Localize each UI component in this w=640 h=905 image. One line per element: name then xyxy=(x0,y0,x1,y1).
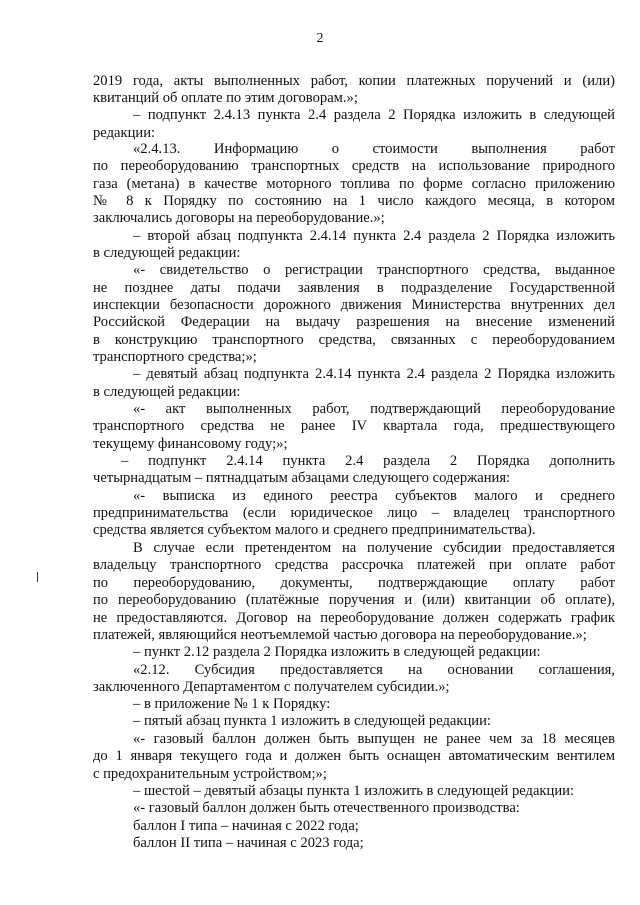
text-line: – пятый абзац пункта 1 изложить в следующей редакции: xyxy=(133,713,491,729)
text-line: – девятый абзац подпункта 2.4.14 пункта 2.4 раздела 2 Порядка изложить xyxy=(133,366,615,382)
text-line: по переоборудованию (платёжные поручения и (или) квитанции об оплате), xyxy=(93,592,615,608)
text-line: В случае если претендентом на получение субсидии предоставляется xyxy=(133,540,615,556)
text-line: четырнадцатым – пятнадцатым абзацами следующего содержания: xyxy=(93,470,511,486)
text-line: «2.4.13. Информацию о стоимости выполнения работ xyxy=(133,141,615,157)
text-line: заключались договоры на переоборудование.»; xyxy=(93,210,385,226)
text-line: по переоборудованию, документы, подтверждающие оплату работ xyxy=(93,575,615,591)
text-line: предпринимательства (если юридическое лицо – владелец транспортного xyxy=(93,505,615,521)
text-line: по переоборудованию транспортных средств на использование природного xyxy=(93,158,615,174)
text-line: – в приложение № 1 к Порядку: xyxy=(133,696,331,712)
text-line: до 1 января текущего года и должен быть оснащен автоматическим вентилем xyxy=(93,748,615,764)
page-number: 2 xyxy=(316,31,324,46)
text-line: газа (метана) в качестве моторного топлива по форме согласно приложению xyxy=(93,176,615,192)
text-line: в следующей редакции: xyxy=(93,384,241,400)
text-line: инспекции безопасности дорожного движения Министерства внутренних дел xyxy=(93,297,615,313)
text-line: редакции: xyxy=(93,125,156,141)
text-line: в конструкцию транспортного средства, связанных с переоборудованием xyxy=(93,332,615,348)
text-line: – шестой – девятый абзацы пункта 1 изложить в следующей редакции: xyxy=(133,783,574,799)
text-line: транспортного средства не ранее IV квартала года, предшествующего xyxy=(93,418,615,434)
text-line: «- выписка из единого реестра субъектов малого и среднего xyxy=(133,488,615,504)
text-line: баллон I типа – начиная с 2022 года; xyxy=(133,818,359,834)
text-line: заключенного Департаментом с получателем субсидии.»; xyxy=(93,679,450,695)
text-line: № 8 к Порядку по состоянию на 1 число каждого месяца, в котором xyxy=(93,193,615,209)
text-line: – второй абзац подпункта 2.4.14 пункта 2.4 раздела 2 Порядка изложить xyxy=(133,228,615,244)
text-line: транспортного средства;»; xyxy=(93,349,257,365)
text-line: с предохранительным устройством;»; xyxy=(93,766,327,782)
text-line: платежей, являющийся неотъемлемой частью договора на переоборудование.»; xyxy=(93,627,587,643)
text-line: средства является субъектом малого и среднего предпринимательства). xyxy=(93,522,536,538)
text-line: «2.12. Субсидия предоставляется на основании соглашения, xyxy=(133,662,615,678)
text-line: Российской Федерации на выдачу разрешения на внесение изменений xyxy=(93,314,615,330)
text-line: не позднее даты подачи заявления в подразделение Государственной xyxy=(93,280,615,296)
text-line: текущему финансовому году;»; xyxy=(93,436,288,452)
text-line: – подпункт 2.4.14 пункта 2.4 раздела 2 Порядка дополнить xyxy=(121,453,615,469)
text-line: «- свидетельство о регистрации транспортного средства, выданное xyxy=(133,262,615,278)
text-line: «- газовый баллон должен быть выпущен не ранее чем за 18 месяцев xyxy=(133,731,615,747)
text-line: не предоставляются. Договор на переоборудование должен содержать график xyxy=(93,610,615,626)
text-line: «- газовый баллон должен быть отечественного производства: xyxy=(133,800,520,816)
text-line: – пункт 2.12 раздела 2 Порядка изложить в следующей редакции: xyxy=(133,644,541,660)
text-line: – подпункт 2.4.13 пункта 2.4 раздела 2 Порядка изложить в следующей xyxy=(133,107,615,123)
text-line: «- акт выполненных работ, подтверждающий переоборудование xyxy=(133,401,615,417)
text-line: 2019 года, акты выполненных работ, копии платежных поручений и (или) xyxy=(93,73,615,89)
margin-mark xyxy=(37,572,38,582)
text-line: в следующей редакции: xyxy=(93,245,241,261)
text-line: владельцу транспортного средства рассрочка платежей при оплате работ xyxy=(93,557,615,573)
text-line: квитанций об оплате по этим договорам.»; xyxy=(93,90,358,106)
text-line: баллон II типа – начиная с 2023 года; xyxy=(133,835,364,851)
